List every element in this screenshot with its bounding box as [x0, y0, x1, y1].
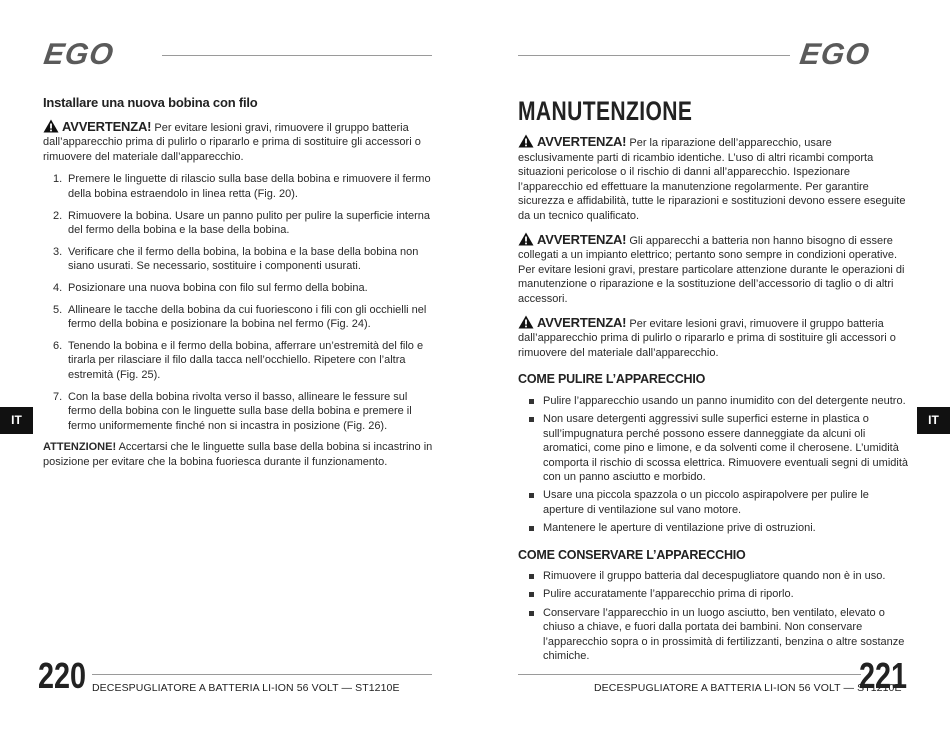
- list-item-text: Usare una piccola spazzola o un piccolo aspirapolvere per pulire le aperture di ventilazione sul vano motore.: [543, 489, 869, 517]
- warning-block: [518, 315, 910, 361]
- attention-label: ATTENZIONE!: [43, 441, 117, 454]
- attention-text: Accertarsi che le linguette sulla base della bobina si incastrino in posizione per evitare che la bobina fuoriesca durante il funzionamento.: [43, 441, 433, 468]
- list-item: [43, 390, 433, 434]
- list-item: [518, 488, 910, 517]
- footer-rule: [92, 674, 432, 675]
- list-item: [43, 281, 433, 296]
- cleaning-heading: COME PULIRE L’APPARECCHIO: [518, 372, 706, 387]
- steps-list: [43, 172, 433, 433]
- list-item: [518, 412, 910, 485]
- step-text: Allineare le tacche della bobina da cui fuoriescono i fili con gli occhielli nel fermo della bobina e posizionare la bobina nel fermo (Fig. 24).: [68, 303, 427, 331]
- list-item: [518, 394, 910, 409]
- warning-text: Gli apparecchi a batteria non hanno bisogno di essere collegati a un impianto elettrico; pertanto sono sempre in condizioni operative. Per evitare lesioni gravi, prestare particolare attenzione durante le operazioni di manutenzione o riparazione e la sostituzione dell’accessorio di taglio o di altri accessori.: [518, 234, 905, 305]
- language-tab: IT: [0, 407, 33, 434]
- step-text: Premere le linguette di rilascio sulla base della bobina e rimuovere il fermo della bobina estraendolo in linea retta (Fig. 20).: [68, 173, 431, 200]
- step-text: Verificare che il fermo della bobina, la bobina e la base della bobina non siano usurati. Se necessario, sostituire i componenti usurati.: [68, 245, 419, 273]
- section-heading: Installare una nuova bobina con filo: [43, 95, 258, 110]
- attention-block: [43, 440, 433, 469]
- header-rule: [162, 55, 432, 56]
- list-item-text: Rimuovere il gruppo batteria dal decespugliatore quando non è in uso.: [543, 570, 886, 583]
- page-number: 220: [38, 655, 87, 696]
- header-rule: [518, 55, 790, 56]
- bullet-icon: [529, 611, 534, 616]
- bullet-icon: [529, 417, 534, 422]
- bullet-icon: [529, 399, 534, 404]
- footer-rule: [518, 674, 861, 675]
- step-text: Rimuovere la bobina. Usare un panno pulito per pulire la superficie interna del fermo della bobina e la base della bobina.: [68, 209, 430, 237]
- warning-triangle-icon: [518, 134, 534, 148]
- list-item-text: Conservare l’apparecchio in un luogo asciutto, ben ventilato, elevato o chiuso a chiave, e fuori dalla portata dei bambini. Non conservare l’apparecchio sopra o in prossimità di fertilizzanti, benzina o altre sostanze chimiche.: [543, 606, 905, 663]
- warning-label: AVVERTENZA!: [537, 231, 627, 247]
- list-item: [43, 339, 433, 383]
- logo-text: EGO: [41, 38, 117, 71]
- warning-block: [518, 232, 910, 307]
- list-item: [43, 245, 433, 274]
- bullet-icon: [529, 493, 534, 498]
- bullet-icon: [529, 592, 534, 597]
- bullet-icon: [529, 526, 534, 531]
- warning-triangle-icon: [518, 315, 534, 329]
- warning-text: Per evitare lesioni gravi, rimuovere il gruppo batteria dall’apparecchio prima di pulirlo o ripararlo e prima di sostituire gli accessori o rimuovere del materiale dall’apparecchio.: [518, 317, 896, 359]
- step-number: 3.: [53, 245, 63, 258]
- list-item: [43, 303, 433, 332]
- warning-block: [43, 119, 433, 165]
- cleaning-list: [518, 394, 910, 536]
- language-tab: IT: [917, 407, 950, 434]
- warning-block: [518, 134, 910, 224]
- step-number: 5.: [53, 303, 63, 316]
- list-item-text: Pulire l’apparecchio usando un panno inumidito con del detergente neutro.: [543, 394, 906, 407]
- step-text: Con la base della bobina rivolta verso il basso, allineare le fessure sul fermo della bobina con le linguette sulla base della bobina e premere il fermo uniformemente finché non si incastra in posizione (Fig. 26).: [68, 390, 412, 432]
- warning-triangle-icon: [518, 232, 534, 246]
- ego-logo: [42, 40, 116, 70]
- footer-text: DECESPUGLIATORE A BATTERIA LI-ION 56 VOLT — ST1210E: [92, 682, 400, 694]
- storage-heading: COME CONSERVARE L’APPARECCHIO: [518, 547, 746, 562]
- step-text: Tenendo la bobina e il fermo della bobina, afferrare un’estremità del filo e tirarla per rilasciare il filo dalla tacca nell’occhiello. Ripetere con l’altra estremità (Fig. 25).: [68, 339, 424, 381]
- page-title: MANUTENZIONE: [518, 96, 693, 126]
- warning-triangle-icon: [43, 119, 59, 133]
- warning-text: Per evitare lesioni gravi, rimuovere il gruppo batteria dall’apparecchio prima di pulirlo o ripararlo e prima di sostituire gli accessori o rimuovere del materiale dall’apparecchio.: [43, 121, 421, 163]
- page-number: 221: [859, 655, 908, 696]
- right-page: [475, 0, 950, 734]
- bullet-icon: [529, 574, 534, 579]
- warning-label: AVVERTENZA!: [62, 118, 152, 134]
- list-item: [43, 209, 433, 238]
- left-content: [43, 96, 433, 469]
- list-item: [518, 606, 910, 664]
- list-item: [518, 521, 910, 536]
- step-number: 6.: [53, 339, 63, 352]
- storage-list: [518, 569, 910, 664]
- ego-logo: [798, 40, 872, 70]
- step-number: 7.: [53, 390, 63, 403]
- list-item: [518, 587, 910, 602]
- list-item-text: Mantenere le aperture di ventilazione prive di ostruzioni.: [543, 522, 816, 535]
- logo-text: EGO: [797, 38, 873, 71]
- list-item-text: Pulire accuratamente l’apparecchio prima di riporlo.: [543, 588, 794, 601]
- list-item: [518, 569, 910, 584]
- list-item: [43, 172, 433, 201]
- step-number: 1.: [53, 173, 63, 186]
- warning-text: Per la riparazione dell’apparecchio, usare esclusivamente parti di ricambio identiche. L’uso di altri ricambi comporta situazioni pericolose o il rischio di danni all’apparecchio. Ispezionare l’apparecchio ed effettuare la manutenzione regolarmente. Per garantire sicurezza e affidabilità, tutte le riparazioni e sostituzioni devono essere eseguite da un tecnico qualificato.: [518, 137, 906, 222]
- step-text: Posizionare una nuova bobina con filo sul fermo della bobina.: [68, 281, 368, 294]
- warning-label: AVVERTENZA!: [537, 314, 627, 330]
- step-number: 4.: [53, 281, 63, 294]
- right-content: [518, 96, 910, 667]
- warning-label: AVVERTENZA!: [537, 134, 627, 149]
- list-item-text: Non usare detergenti aggressivi sulle superfici esterne in plastica o sull’impugnatura perché possono essere danneggiate da alcuni oli aromatici, come pino e limone, e da solventi come il cherosene. L’umidità comporta il rischio di scossa elettrica. Rimuovere eventuali segni di umidità con un panno asciutto e morbido.: [543, 413, 908, 484]
- footer-text: DECESPUGLIATORE A BATTERIA LI-ION 56 VOLT — ST1210E: [594, 682, 902, 694]
- step-number: 2.: [53, 209, 63, 222]
